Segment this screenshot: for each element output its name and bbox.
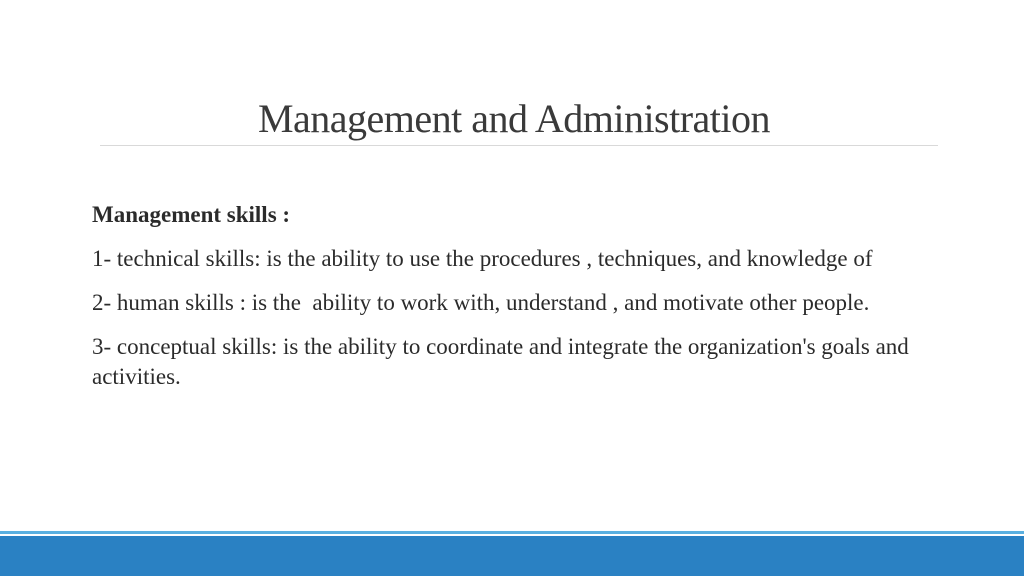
skill-item-technical: 1- technical skills: is the ability to use the procedures , techniques, and knowledge of: [92, 246, 873, 271]
skill-item-conceptual: 3- conceptual skills: is the ability to coordinate and integrate the organization's goals and activities.: [92, 334, 915, 389]
slide-body: [92, 200, 915, 406]
skill-item-human: 2- human skills : is the ability to work with, understand , and motivate other people.: [92, 290, 870, 315]
footer-bar: [0, 536, 1024, 576]
slide-title: Management and Administration: [257, 96, 771, 141]
section-heading: Management skills :: [92, 202, 291, 227]
title-divider: [100, 145, 938, 146]
footer-accent-line: [0, 531, 1024, 534]
